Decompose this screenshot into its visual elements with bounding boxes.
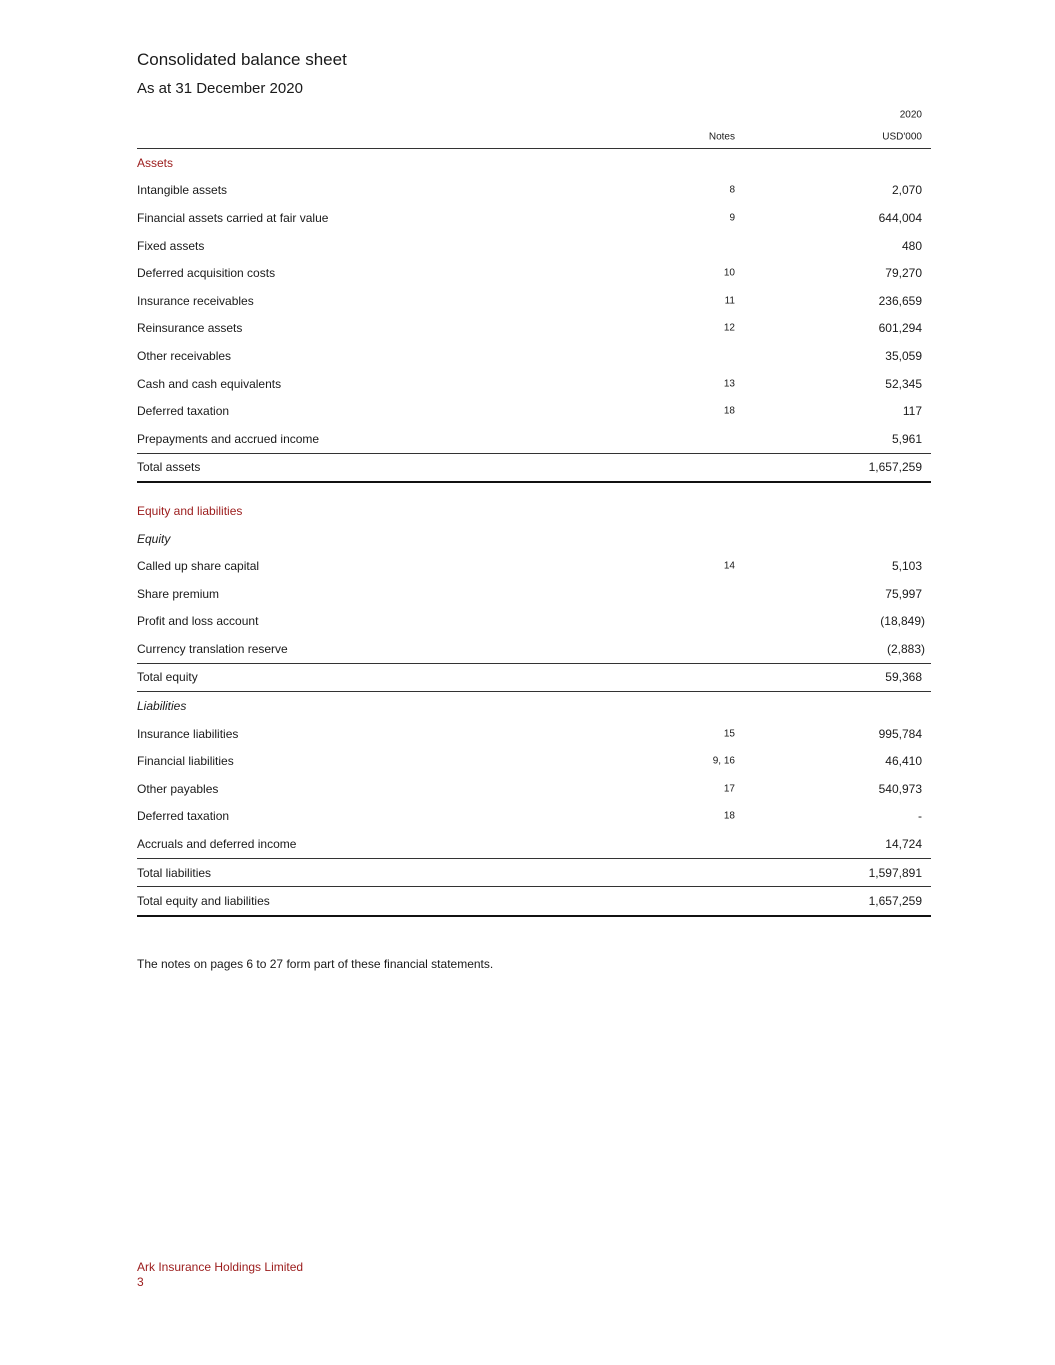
- page-title: Consolidated balance sheet: [137, 50, 347, 69]
- table-row: [137, 232, 931, 260]
- row-note: 13: [723, 378, 735, 390]
- total-equity-liabilities-amount: 1,657,259: [868, 894, 922, 909]
- liabilities-heading-row: [137, 692, 931, 720]
- section-gap: [137, 483, 931, 497]
- currency-header: USD'000: [882, 131, 922, 143]
- equity-rows: [137, 552, 931, 662]
- row-label: Share premium: [137, 586, 220, 601]
- row-amount: 995,784: [878, 726, 922, 741]
- page-footer: [137, 1260, 303, 1290]
- total-equity-row: [137, 663, 931, 693]
- total-assets-row: [137, 453, 931, 484]
- row-note: 15: [723, 728, 735, 740]
- total-liabilities-label: Total liabilities: [137, 865, 212, 880]
- table-row: [137, 720, 931, 748]
- row-amount: 117: [902, 404, 922, 419]
- total-equity-amount: 59,368: [885, 670, 922, 685]
- row-amount: (18,849): [880, 614, 925, 629]
- row-label: Accruals and deferred income: [137, 837, 297, 852]
- row-amount: 540,973: [878, 781, 922, 796]
- total-assets-label: Total assets: [137, 460, 201, 475]
- row-label: Reinsurance assets: [137, 321, 243, 336]
- page-number: 3: [137, 1275, 144, 1289]
- table-row: [137, 315, 931, 343]
- row-amount: 79,270: [885, 266, 922, 281]
- table-row: [137, 370, 931, 398]
- row-amount: 236,659: [878, 293, 922, 308]
- row-label: Fixed assets: [137, 238, 205, 253]
- table-row: [137, 608, 931, 636]
- table-row: [137, 803, 931, 831]
- total-equity-liabilities-row: [137, 887, 931, 917]
- row-amount: 601,294: [878, 321, 922, 336]
- row-label: Called up share capital: [137, 559, 260, 574]
- table-row: [137, 287, 931, 315]
- row-label: Other receivables: [137, 348, 232, 363]
- row-label: Intangible assets: [137, 183, 228, 198]
- row-note: 11: [724, 295, 735, 307]
- row-amount: 480: [901, 238, 922, 253]
- liabilities-rows: [137, 720, 931, 858]
- total-equity-label: Total equity: [137, 670, 198, 685]
- row-note: 9, 16: [712, 755, 735, 767]
- row-label: Other payables: [137, 781, 219, 796]
- table-row: [137, 830, 931, 858]
- row-label: Cash and cash equivalents: [137, 376, 282, 391]
- table-row: [137, 775, 931, 803]
- row-note: 8: [729, 184, 735, 196]
- balance-sheet-table: [137, 104, 931, 917]
- table-row: [137, 342, 931, 370]
- row-label: Deferred taxation: [137, 809, 230, 824]
- row-label: Prepayments and accrued income: [137, 431, 320, 446]
- footnote: The notes on pages 6 to 27 form part of these financial statements.: [137, 957, 494, 971]
- row-label: Financial assets carried at fair value: [137, 210, 329, 225]
- row-amount: 14,724: [885, 837, 922, 852]
- year-header: 2020: [899, 109, 922, 121]
- equity-liabilities-heading: Equity and liabilities: [137, 503, 243, 518]
- row-label: Deferred acquisition costs: [137, 266, 276, 281]
- row-note: 18: [723, 810, 735, 822]
- header-year-row: [137, 104, 931, 126]
- row-label: Currency translation reserve: [137, 641, 288, 656]
- table-row: [137, 177, 931, 205]
- table-row: [137, 580, 931, 608]
- notes-header: Notes: [708, 131, 735, 143]
- table-row: [137, 204, 931, 232]
- row-amount: 644,004: [878, 210, 922, 225]
- assets-heading: Assets: [137, 155, 174, 170]
- row-label: Profit and loss account: [137, 614, 259, 629]
- equity-heading: Equity: [137, 531, 171, 546]
- liabilities-heading: Liabilities: [137, 699, 187, 714]
- equity-heading-row: [137, 525, 931, 553]
- row-amount: 75,997: [885, 586, 922, 601]
- row-label: Insurance receivables: [137, 293, 254, 308]
- row-label: Deferred taxation: [137, 404, 230, 419]
- assets-heading-row: [137, 149, 931, 177]
- row-label: Financial liabilities: [137, 754, 234, 769]
- row-amount: 46,410: [885, 754, 922, 769]
- row-amount: -: [918, 809, 922, 824]
- row-note: 9: [729, 212, 735, 224]
- row-note: 10: [723, 267, 735, 279]
- row-amount: 52,345: [885, 376, 922, 391]
- table-row: [137, 747, 931, 775]
- row-note: 12: [723, 322, 735, 334]
- company-name: Ark Insurance Holdings Limited: [137, 1260, 304, 1274]
- row-note: 14: [723, 560, 735, 572]
- row-amount: (2,883): [886, 641, 925, 656]
- table-row: [137, 425, 931, 453]
- row-amount: 35,059: [885, 348, 922, 363]
- assets-rows: [137, 177, 931, 453]
- table-row: [137, 397, 931, 425]
- row-label: Insurance liabilities: [137, 726, 239, 741]
- row-note: 17: [723, 783, 735, 795]
- table-row: [137, 259, 931, 287]
- total-liabilities-row: [137, 858, 931, 888]
- header-columns-row: [137, 126, 931, 149]
- table-row: [137, 635, 931, 663]
- total-assets-amount: 1,657,259: [868, 460, 922, 475]
- equity-liabilities-heading-row: [137, 497, 931, 525]
- total-liabilities-amount: 1,597,891: [868, 865, 922, 880]
- row-amount: 5,961: [891, 431, 922, 446]
- total-equity-liabilities-label: Total equity and liabilities: [137, 894, 270, 909]
- row-amount: 5,103: [891, 559, 922, 574]
- page-subtitle: As at 31 December 2020: [137, 80, 303, 97]
- row-note: 18: [723, 405, 735, 417]
- table-row: [137, 552, 931, 580]
- row-amount: 2,070: [891, 183, 922, 198]
